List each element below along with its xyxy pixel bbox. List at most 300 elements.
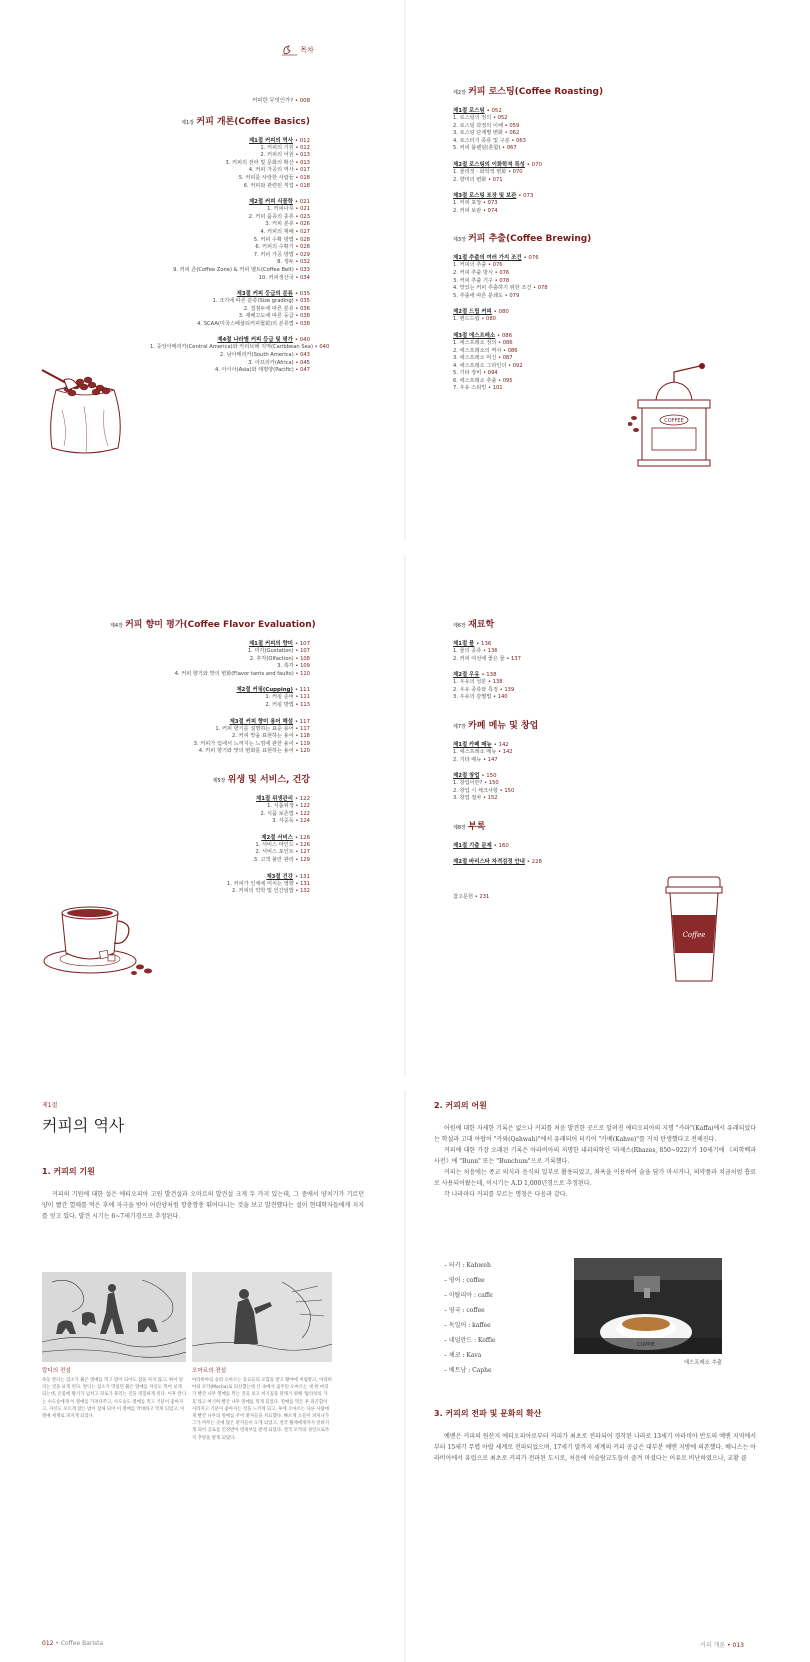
toc-item-page: • 131 <box>295 880 310 887</box>
toc-item <box>110 733 310 741</box>
toc-item-title: 4. 맛있는 커피 추출하기 위한 조건 <box>453 285 532 292</box>
toc-item-title: 3. 커피의 전파 및 문화의 확산 <box>225 159 294 166</box>
coffee-name-item: – 네덜란드 : Koffie <box>444 1337 496 1344</box>
toc-item-title: 9. 커피 존(Coffee Zone) & 커피 벨트(Coffee Belt) <box>173 266 294 273</box>
toc-item-page: • 071 <box>487 176 503 183</box>
toc-item-title: 6. 커피와 관련된 직업 <box>243 182 294 189</box>
toc-item <box>110 849 310 857</box>
toc-item-title: 1. 중앙아메리카(Central America)와 카리브해 지역(Caribbean Sea) <box>150 344 314 351</box>
toc-item-page: • 086 <box>497 339 513 346</box>
toc-section <box>453 640 693 648</box>
coffee-name-item: – 영어 : coffee <box>444 1277 485 1284</box>
toc-section-title: 제2절 서비스 <box>261 834 293 841</box>
coffee-name-item: – 이탈리아 : caffe <box>444 1292 493 1299</box>
toc-section-title: 제2절 드립 커피 <box>453 309 492 316</box>
toc-item-title: 2. 서비스 포인트 <box>255 849 294 856</box>
toc-item-title: 10. 커피생산국 <box>258 274 294 281</box>
toc-item-page: • 108 <box>295 655 310 662</box>
toc-section <box>110 834 310 842</box>
toc-section-page: • 131 <box>294 873 310 880</box>
toc-intro: 커피란 무엇인가? • 008 <box>252 98 310 104</box>
toc-references: 참고문헌 • 231 <box>453 893 490 900</box>
toc-item-title: 3. 커피가 입에서 느껴지는 느낌에 관한 용어 <box>193 740 294 747</box>
toc-section-title: 제1절 추출의 여러 가지 조건 <box>453 255 522 262</box>
page-number: • 013 <box>727 1642 744 1649</box>
toc-item-page: • 035 <box>295 298 310 305</box>
coffee-names-list <box>444 1258 564 1378</box>
toc-item-page: • 152 <box>482 795 498 802</box>
toc-item-page: • 038 <box>295 320 310 327</box>
toc-section-title: 제4절 나라별 커피 등급 및 평가 <box>217 337 293 344</box>
toc-item <box>110 803 310 811</box>
toc-section-title: 제1절 물 <box>453 641 475 647</box>
toc-section <box>110 718 310 726</box>
toc-item-page: • 012 <box>295 144 310 151</box>
toc-item-title: 2. 향미의 변화 <box>453 176 487 183</box>
toc-item-page: • 147 <box>482 756 498 763</box>
toc-item <box>150 267 310 275</box>
toc-item-page: • 079 <box>504 292 520 299</box>
toc-item-title: 1. 커피 향기를 설명하는 표준 용어 <box>215 725 294 732</box>
folio-right <box>700 1640 744 1649</box>
toc-item-page: • 013 <box>295 159 310 166</box>
toc-item-page: • 073 <box>482 200 498 207</box>
toc-item <box>150 244 310 252</box>
toc-item-page: • 126 <box>295 841 310 848</box>
toc-section-page: • 122 <box>294 795 310 802</box>
toc-item-title: 4. SCAA(미국스페셜티커피협회)의 분류법 <box>197 320 294 327</box>
toc-item <box>453 262 693 270</box>
toc-item-page: • 117 <box>295 725 310 732</box>
paragraph-etymology-2: 커피에 대한 가장 오래된 기록은 아라비아의 저명한 내과의학인 '라제스(Rhazes, 850~922)'가 10세기에 《의학백과사전》에 "Bunn" 또는 "Bunchum"으로 기록했다. <box>434 1147 756 1165</box>
toc-item-page: • 018 <box>295 182 310 189</box>
toc-item-page: • 136 <box>482 648 498 654</box>
toc-section <box>453 842 693 850</box>
toc-item <box>110 748 310 756</box>
toc-item <box>453 200 693 208</box>
toc-item <box>453 757 693 765</box>
toc-section-title: 제3절 에스프레소 <box>453 332 496 339</box>
right-page <box>434 1100 756 1200</box>
toc-item <box>150 206 310 214</box>
toc-item-title: 1. 커핑 준비 <box>265 694 294 701</box>
toc-item-page: • 129 <box>295 856 310 863</box>
toc-item-title: 1. 커피나무 <box>267 206 294 213</box>
paragraph-etymology-4: 각 나라마다 커피를 부르는 명칭은 다음과 같다. <box>444 1191 568 1198</box>
toc-item <box>110 694 310 702</box>
toc-item-page: • 028 <box>295 236 310 243</box>
omar-caption-text: 아라비아의 승려 오마르는 동료들의 모함을 받고 황야에 버림받고, 아라비아의 모카(Mocha)로 피신했는데 산 속에서 굶주린 오마르는 새 한 마리가 빨간 나무 열매를 먹는 것을 보고 허기짐을 달래기 위해 '탐라상의 가호'라고 여기며 빨간 나무 열매를 먹게 되었다. 열매를 먹은 후 피곤함이 사라지고 기분이 좋아지는 것을 느끼게 되고, 후에 오마르는 다른 사람에게 빨간 나무의 열매를 주어 환자들을 치료했다. 빠르게 소문이 퍼져나가 그가 머무는 곳에 많은 환자들이 오게 되었고, 결국 황제에게까지 알려지게 되어 공로를 인정받아 면죄부를 받게 되었다. 결국 모카의 성인으로까지 추앙을 받게 되었다. <box>192 1378 332 1441</box>
toc-item-title: 2. 커피 여선에 좋은 물 <box>453 655 505 662</box>
page-number: 012 <box>42 1640 54 1647</box>
toc-sections <box>453 107 693 215</box>
toc-item <box>150 298 310 306</box>
toc-item-page: • 119 <box>295 740 310 747</box>
toc-item <box>453 115 693 123</box>
toc-item-page: • 080 <box>481 316 496 323</box>
toc-section-page: • 136 <box>476 641 492 647</box>
toc-right-column <box>453 76 693 393</box>
toc-item-title: 2. 커피 추출 방식 <box>453 269 493 276</box>
cup-label: Coffee <box>682 931 706 939</box>
takeaway-cup-illustration <box>664 873 724 985</box>
toc-item-page: • 040 <box>314 344 330 351</box>
toc-item <box>150 313 310 321</box>
toc-item-page: • 092 <box>508 362 523 369</box>
omar-caption-title: 오마르의 전설 <box>192 1368 227 1374</box>
toc-item-title: 2. 커피 품종의 종류 <box>248 213 294 220</box>
toc-section-title: 제1절 기출 문제 <box>453 842 492 849</box>
toc-item <box>110 671 310 679</box>
toc-item-title: 3. 재배고도에 따른 등급 <box>238 313 294 320</box>
toc-sections <box>453 842 693 866</box>
toc-item-page: • 076 <box>494 269 510 276</box>
toc-item-page: • 043 <box>295 352 310 359</box>
toc-item-title: 3. 에스프레소 머신 <box>453 355 497 362</box>
toc-item-page: • 047 <box>295 367 310 374</box>
toc-item-title: 6. 에스프레소 추출 <box>453 377 497 384</box>
toc-item-page: • 017 <box>295 167 310 174</box>
toc-section <box>453 332 693 340</box>
toc-item <box>453 285 693 293</box>
omar-woodcut-image <box>192 1272 332 1362</box>
toc-item <box>150 321 310 329</box>
toc-chapter-6: 제6장 재료학 <box>453 620 495 630</box>
heading-etymology: 2. 커피의 어원 <box>434 1101 487 1110</box>
toc-item-page: • 038 <box>295 313 310 320</box>
toc-item-title: 2. 커피의 약학 및 인간임밥 <box>232 888 294 895</box>
toc-item <box>453 340 693 348</box>
toc-spread-2 <box>0 555 810 1075</box>
toc-item-title: 1. 크기에 따른 분류(Size grading) <box>212 298 294 305</box>
toc-item-title: 2. 커핑 방법 <box>265 701 294 708</box>
toc-section-page: • 035 <box>294 291 310 298</box>
toc-section-page: • 107 <box>294 641 310 647</box>
toc-item-page: • 052 <box>492 115 508 121</box>
toc-item <box>453 208 693 216</box>
toc-item-page: • 137 <box>506 655 521 662</box>
toc-item-page: • 070 <box>507 168 523 175</box>
toc-header <box>282 44 314 56</box>
toc-item-page: • 018 <box>295 174 310 181</box>
kaldi-caption-block <box>42 1366 186 1420</box>
toc-item-title: 3. 고객 불만 관리 <box>253 856 294 863</box>
toc-section <box>453 741 693 749</box>
toc-left-column <box>110 609 316 896</box>
toc-section <box>453 671 693 679</box>
toc-item-title: 8. 생두 <box>277 259 294 266</box>
toc-chapter-3: 제3장 커피 추출(Coffee Brewing) <box>453 234 592 245</box>
toc-item-page: • 067 <box>502 145 517 152</box>
kaldi-caption-text: 목동 칼디는 염소가 붉은 열매를 먹고 밤이 되어도 잠을 자지 않고, 뛰어 달리는 것을 보게 된다. 칼디는 염소가 먹었던 붉은 열매를 자신도 먹어 보게 되는데, 온몸에 활기가 넘치고 피로가 풀리는 것을 경험하게 된다. 이후 칼디는 수도승에게 이 열매를 가져다주고, 수도승도 열매를 먹고 기분이 좋아지고, 자신도 모르게 잠든 밤이 잠새 되어 이 열매를 약대하고 먹게 되었고, 이 열매 세계로 퍼지게 되었다. <box>42 1378 186 1420</box>
toc-item-page: • 078 <box>533 285 548 292</box>
toc-item-page: • 026 <box>295 221 310 228</box>
gutter <box>404 1090 406 1662</box>
toc-item-page: • 109 <box>295 663 310 670</box>
toc-item-page: • 078 <box>494 277 510 284</box>
toc-chapter-5: 제5장 위생 및 서비스, 건강 <box>212 774 310 785</box>
toc-item <box>453 749 693 757</box>
toc-item-page: • 086 <box>503 347 518 354</box>
left-page <box>42 1100 364 1222</box>
toc-item <box>150 367 310 375</box>
toc-item-title: 7. 우유 스티밍 <box>453 385 487 392</box>
toc-item-page: • 139 <box>499 686 515 693</box>
toc-item-title: 1. 창업이란? <box>453 780 483 787</box>
gutter <box>404 0 406 540</box>
toc-section-page: • 012 <box>294 137 310 144</box>
toc-item <box>453 795 693 803</box>
toc-item-title: 1. 에스프레소 메뉴 <box>453 748 497 755</box>
toc-item-page: • 076 <box>487 262 503 269</box>
toc-item-page: • 124 <box>295 818 310 825</box>
kaldi-caption-title: 칼디의 전설 <box>42 1368 71 1374</box>
toc-item-title: 2. 창업 시 체크사항 <box>453 787 498 794</box>
toc-item <box>453 316 693 324</box>
toc-item-title: 1. 핸드드립 <box>453 316 480 323</box>
toc-item-page: • 036 <box>295 305 310 312</box>
toc-section <box>453 772 693 780</box>
toc-section-page: • 138 <box>481 672 497 679</box>
toc-item <box>150 352 310 360</box>
toc-section-title: 제1절 커피의 향미 <box>248 641 293 647</box>
omar-caption-block <box>192 1366 332 1442</box>
toc-section-page: • 111 <box>294 687 310 694</box>
coffee-name-item: – 영국 : coffee <box>444 1307 485 1314</box>
toc-item <box>110 663 310 671</box>
content-spread <box>0 1090 810 1662</box>
toc-item <box>110 648 310 656</box>
toc-item <box>453 679 693 687</box>
toc-item-title: 4. 에스프레소 그라인더 <box>453 362 507 369</box>
toc-item-title: 5. 추출에 따른 분쇄도 <box>453 292 503 299</box>
toc-item-title: 1. 물의 종류 <box>453 648 482 654</box>
toc-item-title: 1. 우유의 성분 <box>453 679 487 686</box>
toc-section-page: • 076 <box>523 255 539 262</box>
toc-item-page: • 113 <box>295 701 310 708</box>
toc-item-title: 1. 커피의 기원 <box>260 144 294 151</box>
toc-item-title: 1. 식품위생 <box>267 802 294 809</box>
toc-item-page: • 095 <box>497 377 513 384</box>
toc-item-title: 2. 에스프레소의 역사 <box>453 347 502 354</box>
toc-item-title: 4. 커피 향기와 맛의 변화를 표현하는 용어 <box>198 748 294 755</box>
toc-item-title: 5. 기타 장비 <box>453 370 482 377</box>
toc-item-page: • 029 <box>295 251 310 258</box>
toc-item <box>150 275 310 283</box>
section-label: 제1절 <box>42 1102 58 1109</box>
toc-item-page: • 138 <box>487 679 503 686</box>
toc-item-page: • 110 <box>295 670 310 677</box>
toc-item <box>110 818 310 826</box>
toc-item <box>110 857 310 865</box>
toc-section <box>453 107 693 115</box>
toc-item-page: • 045 <box>295 359 310 366</box>
toc-section-page: • 160 <box>493 842 509 849</box>
toc-item <box>453 694 693 702</box>
toc-item-title: 2. 커피 맛을 표현하는 용어 <box>232 733 294 740</box>
toc-item-title: 2. 우유 종류와 특징 <box>453 686 498 693</box>
coffee-name-item: – 체코 : Kava <box>444 1352 482 1359</box>
toc-item-page: • 094 <box>482 370 498 377</box>
toc-item-page: • 118 <box>295 733 310 740</box>
toc-item-title: 1. 미각(Gustation) <box>247 648 294 654</box>
toc-item-title: 5. 커피 수확 방법 <box>253 236 294 243</box>
toc-section <box>453 192 693 200</box>
toc-section-page: • 021 <box>294 199 310 206</box>
toc-item-title: 1. 커피의 추출 <box>453 262 487 269</box>
toc-item-title: 1. 서비스 마인드 <box>255 841 294 848</box>
toc-item-title: 3. 우유의 감별법 <box>453 694 492 701</box>
espresso-photo-caption: 에스프레소 추출 <box>683 1360 722 1366</box>
toc-sections <box>453 741 693 803</box>
toc-section-page: • 126 <box>294 834 310 841</box>
toc-item-title: 3. 커피 분류 <box>265 221 294 228</box>
toc-item <box>110 881 310 889</box>
toc-section-title: 제3절 건강 <box>266 873 293 880</box>
running-footer: 커피 개론 <box>700 1642 726 1649</box>
toc-section-title: 제2절 창업 <box>453 773 480 780</box>
toc-section <box>453 161 693 169</box>
toc-item-page: • 142 <box>497 748 513 755</box>
coffee-name-item: – 베트남 : Caphe <box>444 1367 492 1374</box>
toc-item <box>150 152 310 160</box>
toc-item-page: • 023 <box>295 213 310 220</box>
toc-spread-1 <box>0 0 810 540</box>
toc-section-page: • 142 <box>493 741 509 748</box>
gutter <box>404 555 406 1075</box>
toc-item-title: 2. 로스팅 과정의 이해 <box>453 122 503 129</box>
toc-item-title: 4. 커피 가공의 역사 <box>248 167 294 174</box>
toc-item <box>150 167 310 175</box>
toc-section-title: 제2절 바리스타 자격검정 안내 <box>453 858 525 865</box>
toc-sections <box>453 640 693 702</box>
toc-section-page: • 080 <box>493 309 509 316</box>
toc-section-title: 제1절 위생관리 <box>256 795 293 802</box>
toc-item-page: • 062 <box>504 130 520 137</box>
coffee-cup-illustration <box>40 895 160 985</box>
toc-section-title: 제1절 로스팅 <box>453 108 485 114</box>
toc-item-page: • 021 <box>295 206 310 213</box>
toc-section-title: 제2절 우유 <box>453 672 480 679</box>
toc-item-title: 3. 창업 절차 <box>453 795 482 802</box>
kaldi-woodcut-image <box>42 1272 186 1362</box>
toc-section <box>110 640 310 648</box>
coffee-sack-illustration <box>38 360 130 460</box>
heading-origin: 1. 커피의 기원 <box>42 1167 95 1176</box>
toc-sections <box>110 640 310 756</box>
toc-item <box>453 270 693 278</box>
toc-item-title: 1. 커피 포장 <box>453 200 482 207</box>
toc-item <box>453 648 693 656</box>
toc-item-title: 4. 아시아(Asia)와 태평양(Pacific) <box>214 367 294 374</box>
toc-item-title: 2. 후각(Olfaction) <box>249 655 294 662</box>
paragraph-etymology-1: 어원에 대한 자세한 기록은 없으나 커피를 처음 발견한 곳으로 알려진 에티오피아의 지명 "카파"(Kaffa)에서 유래되었다는 학설과 고대 아랍어 "카와(Qahwah)"에서 유래되어 터키어 "카베(Kahve)"를 거쳐 탄생했다고 전해진다. <box>434 1125 756 1143</box>
paragraph-spread: 예멘은 커피의 원산지 에티오피아로부터 커피가 최초로 전파되어 경작된 나라로 13세기 아라비아 반도의 예멘 지역에서부터 15세기 무렵 아랍 세계로 전파되었으며, 17세기 말까지 세계의 커피 공급은 대부분 예멘 지방에 의존했다. 베니스는 아라비아에서 유럽으로 최초로 커피가 전파된 도시로, 처음에 이슬람교도들이 즐겨 마셨다는 이유로 비난하였으나, 교황 클 <box>434 1433 757 1462</box>
toc-section-title: 제3절 커피 향미 용어 해설 <box>229 718 293 725</box>
toc-item <box>150 183 310 191</box>
toc-item-title: 1. 커피가 인체에 미치는 영향 <box>227 880 294 887</box>
toc-item-title: 2. 결점두에 따른 분류 <box>243 305 294 312</box>
toc-item-title: 5. 커피를 사랑한 사람들 <box>238 174 294 181</box>
toc-item-page: • 122 <box>295 802 310 809</box>
toc-item-title: 1. 에스프레소 정의 <box>453 339 497 346</box>
toc-item-title: 1. 로스팅의 정의 <box>453 115 492 121</box>
toc-section-title: 제2절 커핑(Cupping) <box>236 687 293 694</box>
coffee-bean-icon <box>282 44 298 56</box>
toc-section-title: 제3절 커피 등급의 분류 <box>236 291 293 298</box>
paragraph-etymology-3: 커피는 처음에는 종교 의식과 음식의 일부로 활용되었고, 좌욕을 이용하여 술을 담가 마시거나, 의약품과 치금처럼 흡료로 사용되어왔는데, 이시기는 A.D 1,000년경으로 추정된다. <box>434 1169 756 1187</box>
toc-item-title: 2. 기타 메뉴 <box>453 756 482 763</box>
toc-section <box>150 290 310 298</box>
toc-item-page: • 101 <box>487 385 503 392</box>
running-footer: • Coffee Barista <box>55 1640 104 1647</box>
toc-item-page: • 107 <box>295 648 310 654</box>
toc-chapter-7: 제7장 카페 메뉴 및 창업 <box>453 720 539 731</box>
toc-item-title: 4. 로스터기 종류 및 구분 <box>453 137 510 144</box>
toc-item-page: • 033 <box>295 266 310 273</box>
heading-spread: 3. 커피의 전파 및 문화의 확산 <box>434 1409 542 1418</box>
toc-chapter-4: 제4장 커피 향미 평가(Coffee Flavor Evaluation) <box>110 620 316 630</box>
toc-item-page: • 013 <box>295 152 310 159</box>
toc-item <box>453 293 693 301</box>
toc-title: 목차 <box>300 46 314 54</box>
toc-item-title: 5. 커피 블렌딩(혼합) <box>453 145 501 152</box>
toc-item-page: • 028 <box>295 244 310 251</box>
toc-sections <box>110 795 310 896</box>
toc-chapter-8: 제8장 부록 <box>453 821 486 832</box>
toc-chapter-2: 제2장 커피 로스팅(Coffee Roasting) <box>453 87 604 97</box>
toc-item-title: 4. 커피 향기와 맛의 변화(Flavor tants and faults) <box>174 670 294 677</box>
toc-section-page: • 040 <box>294 337 310 344</box>
toc-section-title: 제2절 커피 식물학 <box>248 199 293 206</box>
toc-section-title: 제3절 로스팅 포장 및 보관 <box>453 193 517 200</box>
toc-item-page: • 063 <box>511 137 526 144</box>
toc-item-title: 3. 아프리카(Africa) <box>248 359 294 366</box>
toc-item-title: 2. 커피의 어원 <box>260 152 294 159</box>
toc-left-column <box>150 98 330 375</box>
toc-item <box>150 237 310 245</box>
toc-chapter-1: 제1장 커피 개론(Coffee Basics) <box>181 116 310 127</box>
toc-item-title: 3. 촉각 <box>277 663 294 670</box>
toc-item-page: • 122 <box>295 810 310 817</box>
toc-right-column <box>453 609 693 902</box>
toc-item-page: • 150 <box>499 787 515 794</box>
coffee-name-item: – 독일어 : kaffee <box>444 1322 491 1329</box>
toc-item-title: 3. 커피 추출 기구 <box>453 277 493 284</box>
toc-item-page: • 140 <box>492 694 508 701</box>
section-title: 커피의 역사 <box>42 1116 125 1135</box>
toc-section-page: • 086 <box>496 332 513 339</box>
toc-item <box>453 278 693 286</box>
toc-item <box>110 811 310 819</box>
toc-section <box>453 858 693 866</box>
toc-section-title: 제1절 커피의 역사 <box>248 137 293 144</box>
toc-item <box>453 780 693 788</box>
toc-item <box>453 348 693 356</box>
grinder-label: COFFEE <box>664 418 684 424</box>
coffee-name-item: – 터키 : Kahweh <box>444 1262 491 1269</box>
toc-item-title: 1. 물리적 · 화학적 변화 <box>453 168 507 175</box>
toc-item-title: 2. 커피 보관 <box>453 207 482 214</box>
toc-item-title: 4. 커피의 재배 <box>260 228 294 235</box>
toc-item-page: • 074 <box>482 207 498 214</box>
toc-item-page: • 132 <box>295 888 310 895</box>
toc-item <box>453 145 693 153</box>
toc-item <box>150 175 310 183</box>
toc-item <box>150 259 310 267</box>
toc-item <box>453 169 693 177</box>
toc-section <box>110 795 310 803</box>
